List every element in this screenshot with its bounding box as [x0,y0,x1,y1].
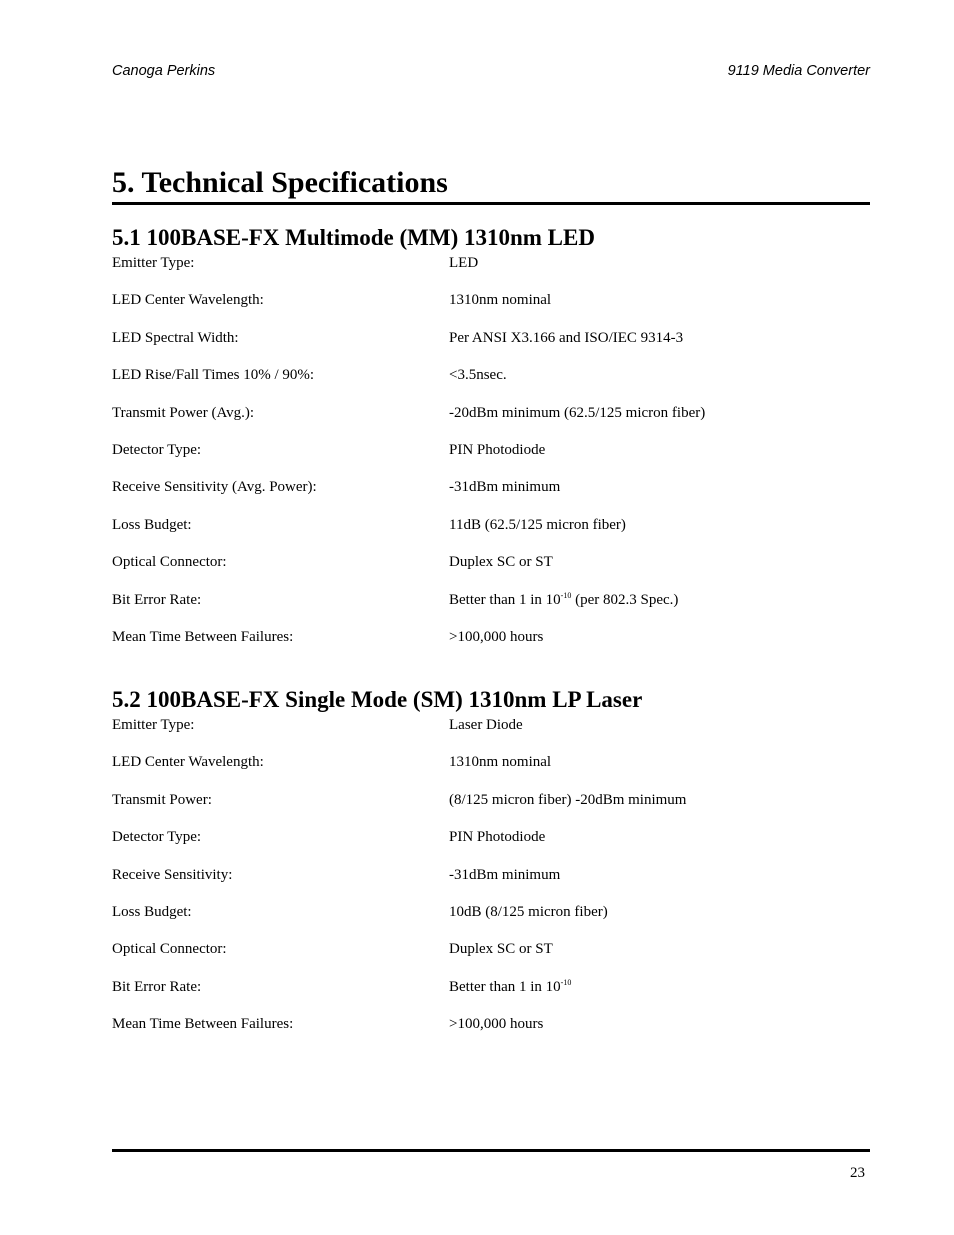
spec-label: Loss Budget: [112,903,192,920]
spec-value [449,441,545,459]
spec-value [449,940,553,958]
spec-row [112,366,870,403]
spec-value-suffix: (per 802.3 Spec.) [571,591,679,608]
header-company: Canoga Perkins [112,63,216,79]
chapter-title: 5. Technical Specifications [112,166,448,199]
spec-value [449,978,571,996]
spec-value-text: LED [449,255,479,271]
spec-label: Transmit Power (Avg.): [112,404,255,421]
spec-row [112,716,870,753]
spec-label: Emitter Type: [112,255,195,271]
spec-list-single-mode [112,716,870,1053]
chapter-rule [112,202,870,205]
spec-value-text: 10dB (8/125 micron fiber) [449,903,608,920]
spec-row [112,404,870,441]
page-number: 23 [850,1165,865,1181]
spec-row [112,254,870,291]
spec-value-text: <3.5nsec. [449,367,507,384]
spec-value [449,591,678,609]
spec-value [449,1015,543,1033]
spec-value [449,828,545,846]
spec-label: Detector Type: [112,441,202,458]
spec-value [449,716,523,734]
spec-value-text: -20dBm minimum (62.5/125 micron fiber) [449,404,706,421]
spec-value-exponent: -10 [560,977,572,987]
spec-row [112,791,870,828]
spec-label: LED Center Wavelength: [112,292,264,309]
spec-value-text: >100,000 hours [449,1016,544,1033]
spec-value-text: -31dBm minimum [449,479,561,496]
spec-value-exponent: -10 [560,590,572,600]
spec-value [449,329,683,347]
spec-value-text: -31dBm minimum [449,866,561,883]
spec-value-text: Duplex SC or ST [449,554,553,571]
spec-row [112,591,870,628]
spec-value [449,753,551,771]
spec-row [112,478,870,515]
footer-rule [112,1149,870,1152]
spec-value-text: PIN Photodiode [449,441,546,458]
spec-row [112,628,870,665]
spec-row [112,291,870,328]
spec-row [112,866,870,903]
spec-row [112,553,870,590]
spec-list-multimode [112,254,870,665]
spec-row [112,940,870,977]
section-title-multimode: 5.1 100BASE-FX Multimode (MM) 1310nm LED [112,225,595,250]
spec-row [112,753,870,790]
spec-row [112,978,870,1015]
spec-label: Loss Budget: [112,516,192,533]
spec-label: Mean Time Between Failures: [112,628,294,645]
spec-value [449,254,478,272]
spec-value [449,366,507,384]
spec-label: LED Spectral Width: [112,329,239,346]
spec-value [449,516,626,534]
spec-value-text: Better than 1 in 10 [449,978,561,995]
spec-label: Emitter Type: [112,717,195,733]
spec-row [112,828,870,865]
spec-value-text: Better than 1 in 10 [449,591,561,608]
section-title-single-mode: 5.2 100BASE-FX Single Mode (SM) 1310nm LP Laser [112,687,643,712]
spec-row [112,516,870,553]
spec-label: Bit Error Rate: [112,978,202,995]
spec-value-text: >100,000 hours [449,628,544,645]
spec-row [112,441,870,478]
spec-label: LED Rise/Fall Times 10% / 90%: [112,367,315,384]
spec-row [112,329,870,366]
spec-value [449,628,543,646]
running-header [112,63,870,83]
spec-value [449,903,608,921]
spec-value-text: (8/125 micron fiber) -20dBm minimum [449,791,687,808]
spec-label: Receive Sensitivity (Avg. Power): [112,479,317,496]
spec-label: Bit Error Rate: [112,591,202,608]
spec-value-text: 11dB (62.5/125 micron fiber) [449,516,626,533]
spec-label: LED Center Wavelength: [112,754,264,771]
spec-value [449,404,705,422]
spec-value [449,553,553,571]
spec-value-text: PIN Photodiode [449,829,546,846]
spec-label: Mean Time Between Failures: [112,1016,294,1033]
spec-value-text: 1310nm nominal [449,292,552,309]
spec-value-text: Duplex SC or ST [449,941,553,958]
spec-value [449,791,686,809]
spec-value-text: 1310nm nominal [449,754,552,771]
spec-value [449,291,551,309]
spec-value-text: Per ANSI X3.166 and ISO/IEC 9314-3 [449,329,684,346]
spec-value-text: Laser Diode [449,717,523,733]
spec-label: Optical Connector: [112,554,227,571]
spec-row [112,903,870,940]
spec-value [449,478,560,496]
header-product: 9119 Media Converter [727,63,870,79]
spec-label: Detector Type: [112,829,202,846]
spec-row [112,1015,870,1052]
spec-label: Optical Connector: [112,941,227,958]
spec-value [449,866,560,884]
spec-label: Transmit Power: [112,791,212,808]
spec-label: Receive Sensitivity: [112,866,233,883]
